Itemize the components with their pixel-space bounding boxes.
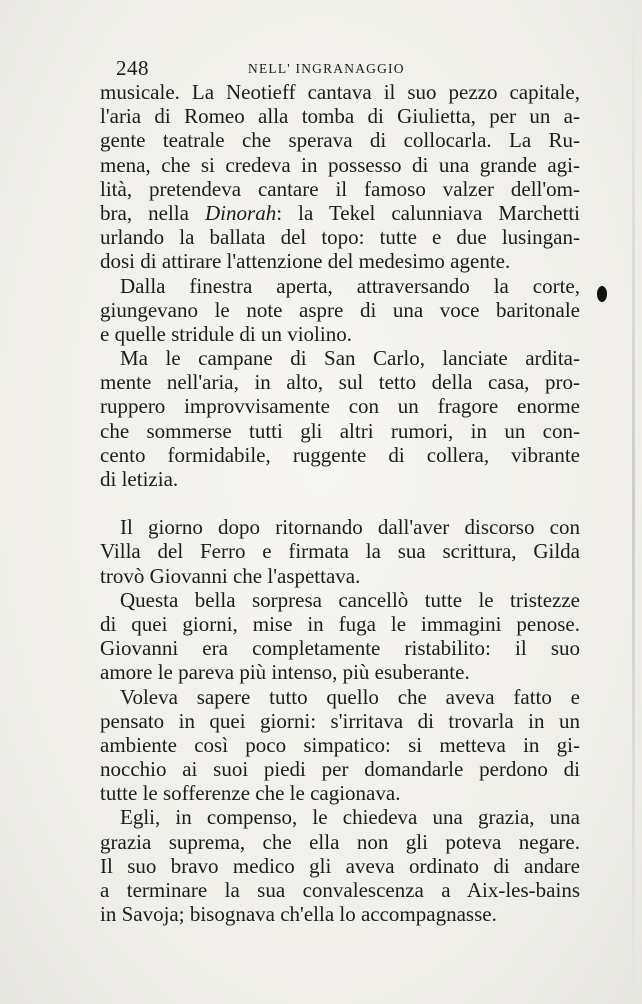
paragraph-gap: [100, 491, 580, 515]
text-line: Giovanni era completamente ristabilito: il suo: [100, 636, 580, 661]
text-line: cento formidabile, ruggente di collera, vibrante: [100, 442, 580, 467]
text-line: Voleva sapere tutto quello che aveva fatto e: [120, 684, 580, 709]
paragraph: [100, 274, 580, 347]
page-edge-shadow: [632, 0, 635, 1004]
text-line: in Savoja; bisognava ch'ella lo accompagnasse.: [100, 902, 497, 927]
text-line: a terminare la sua convalescenza a Aix-les-bains: [100, 878, 580, 902]
paragraph: [100, 515, 580, 588]
text-line: trovò Giovanni che l'aspettava.: [100, 563, 361, 588]
body-text: [100, 80, 580, 926]
text-line: Il suo bravo medico gli aveva ordinato di andare: [100, 853, 580, 878]
text-line: grazia suprema, che ella non gli poteva negare.: [100, 829, 580, 854]
paragraph: [100, 346, 580, 491]
text-line: bra, nella Dinorah: la Tekel calunniava Marchetti: [100, 200, 581, 225]
margin-ink-blot: [597, 286, 607, 302]
text-line: gente teatrale che sperava di collocarla. La Ru-: [100, 128, 580, 153]
text-line: l'aria di Romeo alla tomba di Giulietta, per un a-: [100, 104, 580, 129]
text-line: mente nell'aria, in alto, sul tetto della casa, pro-: [100, 370, 580, 395]
text-line: lità, pretendeva cantare il famoso valzer dell'om-: [100, 176, 580, 201]
text-line: dosi di attirare l'attenzione del medesimo agente.: [100, 249, 511, 274]
text-line: Villa del Ferro e firmata la sua scrittura, Gilda: [100, 539, 580, 564]
paragraph: [100, 805, 580, 926]
text-line: ambiente così poco simpatico: si metteva in gi-: [100, 732, 580, 757]
text-line: Il giorno dopo ritornando dall'aver discorso con: [120, 515, 580, 540]
text-line: di quei giorni, mise in fuga le immagini penose.: [100, 611, 580, 636]
text-line: Questa bella sorpresa cancellò tutte le tristezze: [120, 587, 580, 612]
text-line: musicale. La Neotieff cantava il suo pezzo capitale,: [100, 80, 580, 104]
text-line: Egli, in compenso, le chiedeva una grazia, una: [120, 805, 580, 830]
text-line: pensato in quei giorni: s'irritava di trovarla in un: [100, 708, 580, 733]
text-line: che sommerse tutti gli altri rumori, in un con-: [100, 418, 580, 443]
paragraph: [100, 588, 580, 685]
running-title: NELL' INGRANAGGIO: [248, 61, 405, 76]
text-line: di letizia.: [100, 467, 179, 491]
page-number: 248: [116, 56, 149, 80]
text-line: mena, che si credeva in possesso di una grande agi-: [100, 152, 580, 177]
paragraph: [100, 80, 580, 274]
paragraph: [100, 685, 580, 806]
text-line: e quelle stridule di un violino.: [100, 321, 352, 346]
text-line: tutte le sofferenze che le cagionava.: [100, 781, 401, 806]
text-line: Dalla finestra aperta, attraversando la corte,: [120, 273, 580, 298]
text-line: nocchio ai suoi piedi per domandarle perdono di: [100, 757, 580, 782]
text-line: amore le pareva più intenso, più esuberante.: [100, 660, 470, 685]
text-line: giungevano le note aspre di una voce baritonale: [100, 297, 580, 322]
text-line: urlando la ballata del topo: tutte e due lusingan-: [100, 225, 580, 250]
text-line: Ma le campane di San Carlo, lanciate ardita-: [120, 346, 580, 371]
text-line: ruppero improvvisamente con un fragore enorme: [100, 394, 580, 419]
